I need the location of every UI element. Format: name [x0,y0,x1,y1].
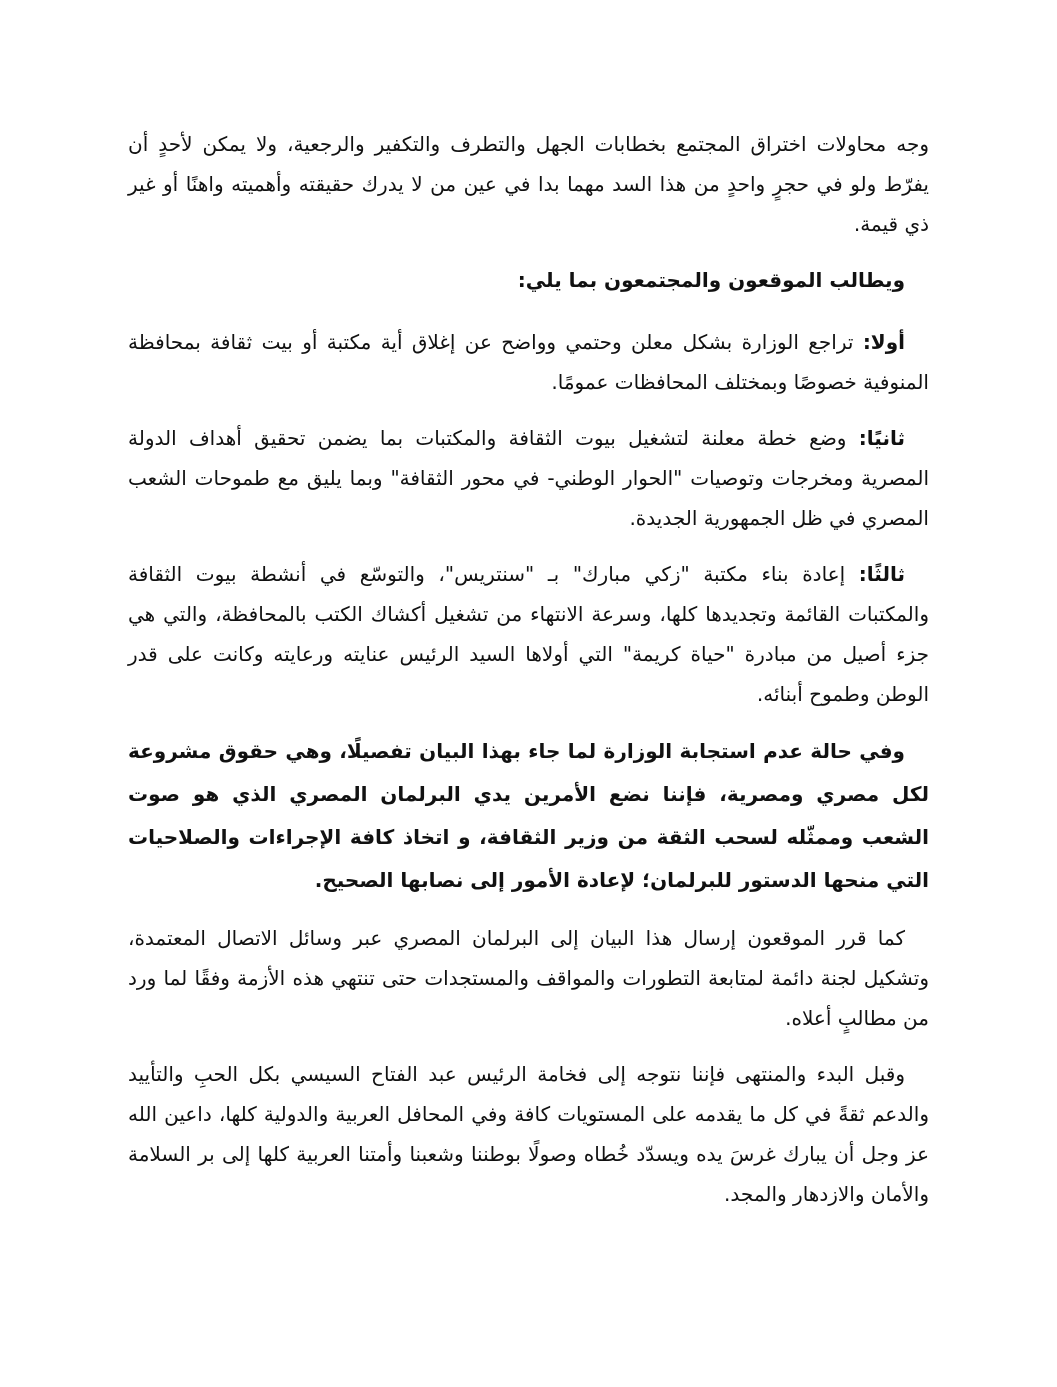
demand-first [128,322,929,402]
intro-paragraph: وجه محاولات اختراق المجتمع بخطابات الجهل والتطرف والتكفير والرجعية، ولا يمكن لأحدٍ أن يفرّط ولو في حجرٍ واحدٍ من هذا السد مهما بدا في عين من لا يدرك حقيقته وأهميته واهنًا أو غير ذي قيمة. [128,132,929,236]
demand-third-label: ثالثًا: [858,562,905,586]
demand-second-text: وضع خطة معلنة لتشغيل بيوت الثقافة والمكتبات بما يضمن تحقيق أهداف الدولة المصرية ومخرجات وتوصيات "الحوار الوطني- في محور الثقافة" وبما يليق مع طموحات الشعب المصري في ظل الجمهورية الجديدة. [128,426,929,530]
warning-paragraph: وفي حالة عدم استجابة الوزارة لما جاء بهذا البيان تفصيلًا، وهي حقوق مشروعة لكل مصري ومصرية، فإننا نضع الأمرين يدي البرلمان المصري الذي هو صوت الشعب وممثّله لسحب الثقة من وزير الثقافة، و اتخاذ كافة الإجراءات والصلاحيات التي منحها الدستور للبرلمان؛ لإعادة الأمور إلى نصابها الصحيح. [128,739,929,892]
demand-third-text: إعادة بناء مكتبة "زكي مبارك" بـ "سنتريس"، والتوسّع في أنشطة بيوت الثقافة والمكتبات القائمة وتجديدها كلها، وسرعة الانتهاء من تشغيل أكشاك الكتب بالمحافظة، والتي هي جزء أصيل من مبادرة "حياة كريمة" التي أولاها السيد الرئيس عنايته ورعايته وكانت على قدر الوطن وطموح أبنائه. [128,562,929,706]
demand-first-label: أولا: [862,330,905,354]
demand-second-label: ثانيًا: [858,426,905,450]
demand-second [128,418,929,538]
closing-paragraph: وقبل البدء والمنتهى فإننا نتوجه إلى فخامة الرئيس عبد الفتاح السيسي بكل الحبِ والتأييد والدعم ثقةً في كل ما يقدمه على المستويات كافة وفي المحافل العربية والدولية كلها، داعين الله عز وجل أن يبارك غرسَ يده ويسدّد خُطاه وصولًا بوطننا وشعبنا وأمتنا العربية كلها إلى بر السلامة والأمان والازدهار والمجد. [128,1062,929,1206]
demands-heading: ويطالب الموقعون والمجتمعون بما يلي: [517,268,905,292]
demand-first-text: تراجع الوزارة بشكل معلن وحتمي وواضح عن إغلاق أية مكتبة أو بيت ثقافة بمحافظة المنوفية خصوصًا وبمختلف المحافظات عمومًا. [128,330,929,394]
document-body [128,124,929,1230]
demand-third [128,554,929,714]
decision-paragraph: كما قرر الموقعون إرسال هذا البيان إلى البرلمان المصري عبر وسائل الاتصال المعتمدة، وتشكيل لجنة دائمة لمتابعة التطورات والمواقف والمستجدات حتى تنتهي هذه الأزمة وفقًا لما ورد من مطالبٍ أعلاه. [128,926,929,1030]
